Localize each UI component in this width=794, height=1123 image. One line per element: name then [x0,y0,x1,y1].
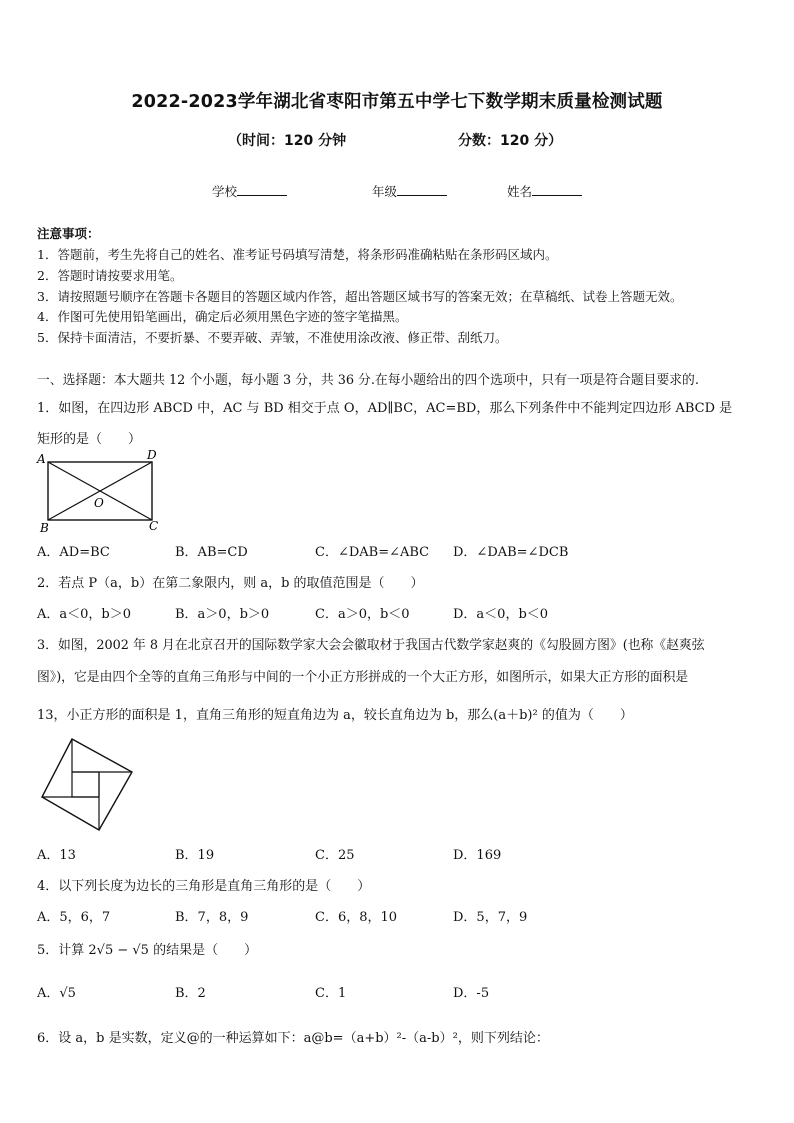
name-label: 姓名 [507,184,533,199]
q5-option-a[interactable]: A．√5 [37,986,76,1001]
q1-line2: 矩形的是（ ） [37,432,142,447]
q4-option-d[interactable]: D．5，7，9 [453,910,528,925]
label-a: A [37,452,46,466]
q5-option-b[interactable]: B．2 [175,986,206,1001]
q4-stem: 4．以下列长度为边长的三角形是直角三角形的是（ ） [37,879,371,894]
q3-option-a[interactable]: A．13 [37,848,76,863]
school-blank [237,183,287,196]
school-field [212,182,287,200]
q4-option-b[interactable]: B．7，8，9 [175,910,249,925]
q3-option-c[interactable]: C．25 [315,848,355,863]
q1-option-b[interactable]: B．AB=CD [175,545,248,560]
q2-option-c[interactable]: C．a＞0，b＜0 [315,607,410,622]
notice-item: 2．答题时请按要求用笔。 [37,268,183,283]
exam-score: 分数：120 分） [458,133,563,149]
q3-zhao-shuang-figure [38,736,136,832]
q4-option-a[interactable]: A．5，6，7 [37,910,111,925]
q1-line1: 1．如图，在四边形 ABCD 中，AC 与 BD 相交于点 O，AD∥BC，AC=BD，那么下列条件中不能判定四边形 ABCD 是 [37,401,733,416]
q3-line2: 图》)，它是由四个全等的直角三角形与中间的一个小正方形拼成的一个大正方形，如图所示，如果大正方形的面积是 [37,670,689,685]
exam-time: （时间：120 分钟 [228,133,347,149]
label-c: C [149,519,159,533]
notice-item: 5．保持卡面清洁，不要折暴、不要弄破、弄皱，不准使用涂改液、修正带、刮纸刀。 [37,330,508,345]
notice-item: 3．请按照题号顺序在答题卡各题目的答题区域内作答，超出答题区域书写的答案无效；在草稿纸、试卷上答题无效。 [37,289,683,304]
label-b: B [40,521,49,534]
label-o: O [94,496,104,510]
q4-option-c[interactable]: C．6，8，10 [315,910,398,925]
q3-option-d[interactable]: D．169 [453,848,502,863]
label-d: D [147,448,157,462]
q5-option-d[interactable]: D．-5 [453,986,490,1001]
grade-field [372,182,447,200]
q2-option-b[interactable]: B．a＞0，b＞0 [175,607,270,622]
section-heading: 一、选择题：本大题共 12 个小题，每小题 3 分，共 36 分.在每小题给出的四个选项中，只有一项是符合题目要求的. [37,373,699,388]
q2-stem: 2．若点 P（a，b）在第二象限内，则 a，b 的取值范围是（ ） [37,576,424,591]
q1-option-d[interactable]: D．∠DAB=∠DCB [453,545,569,560]
name-field [507,182,582,200]
q1-option-c[interactable]: C．∠DAB=∠ABC [315,545,430,560]
small-square [72,772,99,797]
notice-item: 4．作图可先使用铅笔画出，确定后必须用黑色字迹的签字笔描黑。 [37,309,408,324]
q2-option-d[interactable]: D．a＜0，b＜0 [453,607,549,622]
q2-option-a[interactable]: A．a＜0，b＞0 [37,607,132,622]
q5-option-c[interactable]: C．1 [315,986,347,1001]
notice-heading: 注意事项： [37,226,100,241]
page-title: 2022-2023学年湖北省枣阳市第五中学七下数学期末质量检测试题 [131,92,663,112]
q1-option-a[interactable]: A．AD=BC [37,545,110,560]
grade-label: 年级 [372,184,398,199]
q3-option-b[interactable]: B．19 [175,848,215,863]
q5-stem: 5．计算 2√5 − √5 的结果是（ ） [37,943,258,958]
school-label: 学校 [212,184,238,199]
notice-item: 1．答题前，考生先将自己的姓名、准考证号码填写清楚，将条形码准确粘贴在条形码区域内。 [37,247,558,262]
grade-blank [397,183,447,196]
name-blank [532,183,582,196]
q3-line3: 13，小正方形的面积是 1，直角三角形的短直角边为 a，较长直角边为 b，那么(a＋b)² 的值为（ ） [37,708,633,723]
q6-stem: 6．设 a，b 是实数，定义@的一种运算如下：a@b=（a+b）²-（a-b）²，则下列结论： [37,1031,549,1046]
q3-line1: 3．如图，2002 年 8 月在北京召开的国际数学家大会会徽取材于我国古代数学家赵爽的《勾股圆方图》(也称《赵爽弦 [37,638,705,653]
big-square [42,739,132,830]
q1-rectangle-figure [34,448,164,534]
